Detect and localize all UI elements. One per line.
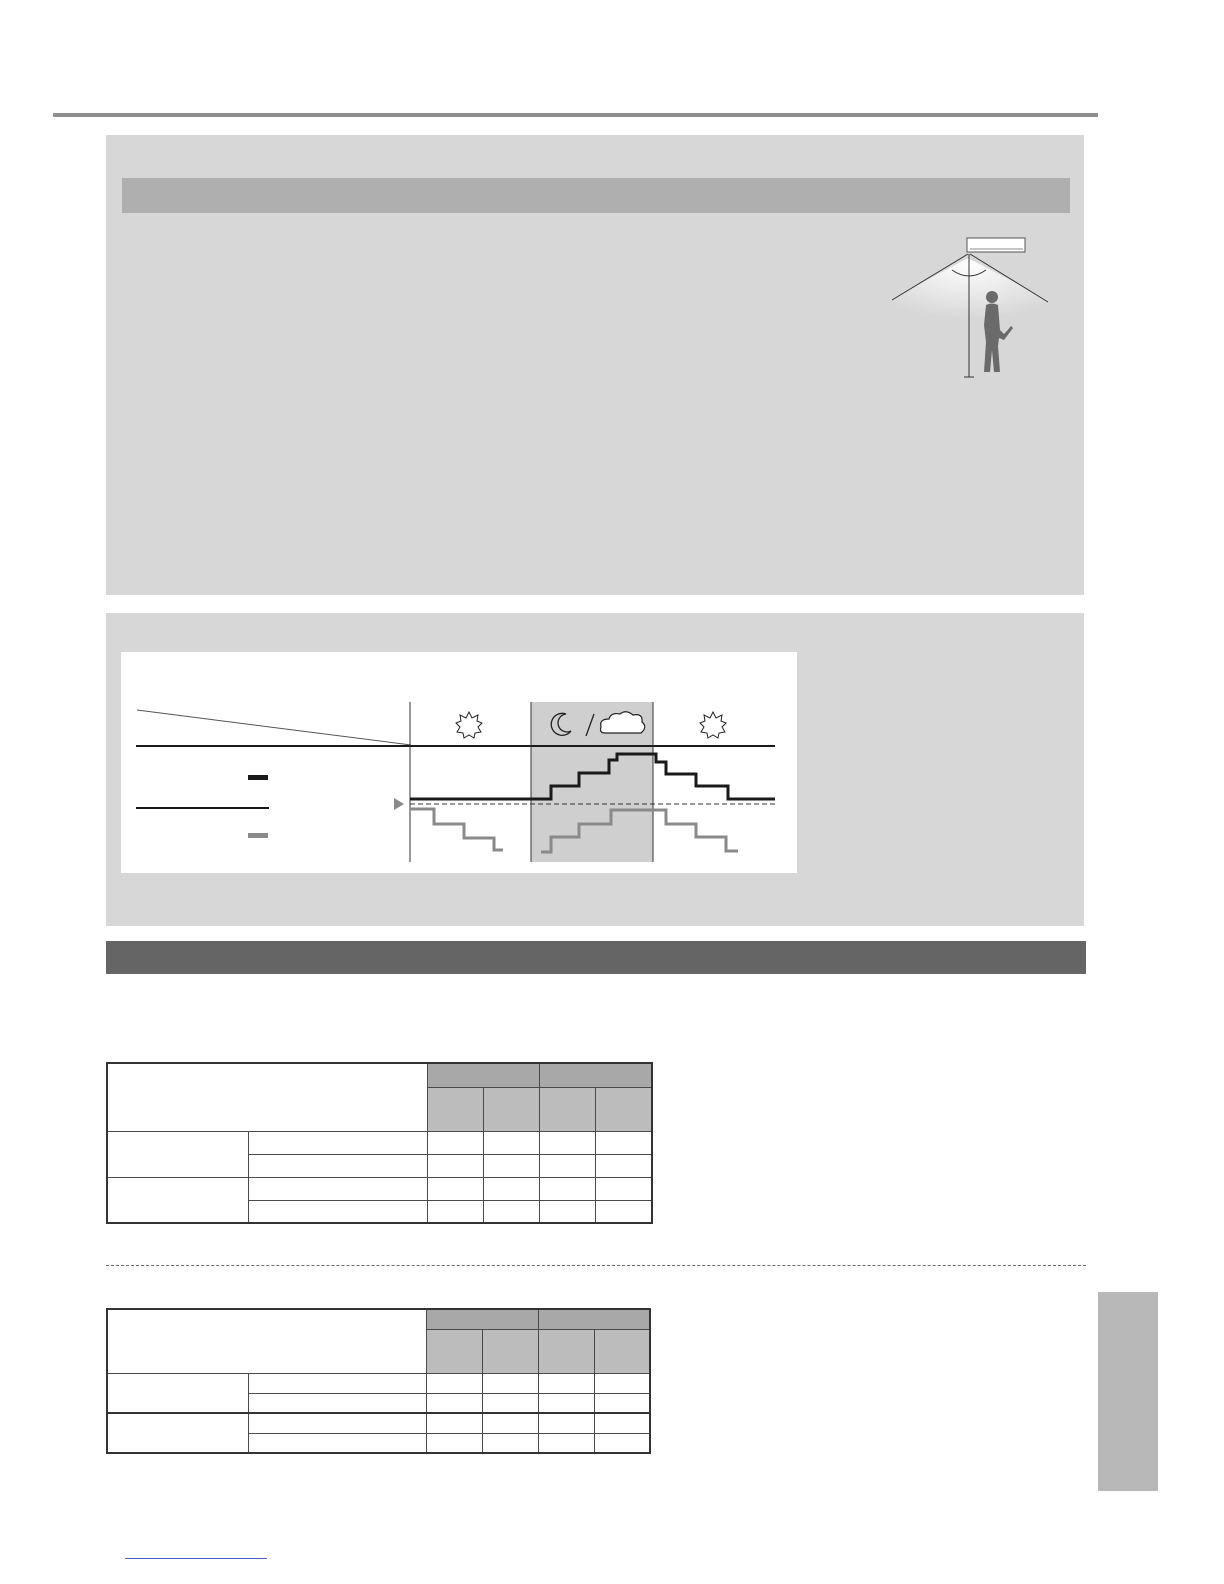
table-col-header — [483, 1087, 539, 1131]
table-group-header — [426, 1309, 538, 1329]
table-cell — [538, 1413, 594, 1433]
table-row-group-label — [107, 1413, 248, 1453]
table-row-label — [248, 1177, 427, 1200]
indoor-unit-icon — [967, 238, 1025, 252]
table-row-group-label — [107, 1373, 248, 1413]
table-col-header — [426, 1329, 482, 1373]
dashed-separator — [106, 1265, 1086, 1266]
table-cell — [426, 1373, 482, 1393]
table-col-header — [539, 1087, 595, 1131]
table-row-group-label — [107, 1131, 248, 1177]
footer-link[interactable] — [125, 1558, 267, 1559]
table-cell — [538, 1433, 594, 1453]
table-col-header — [594, 1329, 650, 1373]
table-col-header — [427, 1087, 483, 1131]
feature-panel-header — [122, 178, 1070, 213]
table-row-label — [248, 1393, 426, 1413]
table-row — [107, 1413, 650, 1433]
table-row — [107, 1177, 652, 1200]
table-cell — [482, 1413, 538, 1433]
table-row — [107, 1309, 650, 1329]
table-cell — [427, 1200, 483, 1223]
table-cell — [538, 1373, 594, 1393]
table-row-label — [248, 1413, 426, 1433]
spec-table-2 — [106, 1308, 651, 1454]
table-cell — [595, 1154, 652, 1177]
setpoint-marker — [394, 798, 404, 810]
table-cell — [426, 1393, 482, 1413]
table-cell — [483, 1177, 539, 1200]
table-row — [107, 1063, 652, 1087]
table-cell — [595, 1177, 652, 1200]
table-group-header — [539, 1063, 652, 1087]
table-col-header — [595, 1087, 652, 1131]
side-index-tab[interactable] — [1098, 1292, 1158, 1491]
table-cell — [482, 1393, 538, 1413]
table-cell — [538, 1393, 594, 1413]
sun-icon — [456, 712, 482, 738]
table-cell — [539, 1200, 595, 1223]
table-row-label — [248, 1131, 427, 1154]
table-corner-cell — [107, 1063, 427, 1131]
table-cell — [539, 1131, 595, 1154]
table-corner-cell — [107, 1309, 426, 1373]
table-row-label — [248, 1433, 426, 1453]
header-diagonal — [137, 710, 411, 745]
table-row — [107, 1373, 650, 1393]
table-cell — [427, 1154, 483, 1177]
table-cell — [426, 1413, 482, 1433]
table-cell — [426, 1433, 482, 1453]
table-cell — [595, 1131, 652, 1154]
table-group-header — [427, 1063, 539, 1087]
table-cell — [595, 1200, 652, 1223]
heating-step-line — [410, 809, 503, 850]
table-cell — [594, 1433, 650, 1453]
sun-icon — [700, 712, 726, 738]
table-row — [107, 1131, 652, 1154]
table-cell — [483, 1154, 539, 1177]
table-cell — [539, 1177, 595, 1200]
table-cell — [482, 1433, 538, 1453]
table-cell — [483, 1131, 539, 1154]
table-cell — [427, 1131, 483, 1154]
table-cell — [483, 1200, 539, 1223]
table-cell — [594, 1393, 650, 1413]
table-row-label — [248, 1154, 427, 1177]
table-row-label — [248, 1200, 427, 1223]
sensor-illustration — [880, 230, 1065, 385]
table-cell — [594, 1373, 650, 1393]
table-col-header — [538, 1329, 594, 1373]
temperature-diagram — [121, 652, 797, 873]
table-cell — [427, 1177, 483, 1200]
table-cell — [539, 1154, 595, 1177]
section-bar — [106, 941, 1086, 974]
table-col-header — [482, 1329, 538, 1373]
spec-table-1 — [106, 1062, 653, 1224]
table-cell — [594, 1413, 650, 1433]
top-rule — [53, 113, 1098, 117]
table-cell — [482, 1373, 538, 1393]
legend-swatch-dark — [248, 775, 268, 780]
legend-swatch-gray — [248, 833, 268, 838]
table-row-group-label — [107, 1177, 248, 1223]
table-group-header — [538, 1309, 650, 1329]
table-row-label — [248, 1373, 426, 1393]
